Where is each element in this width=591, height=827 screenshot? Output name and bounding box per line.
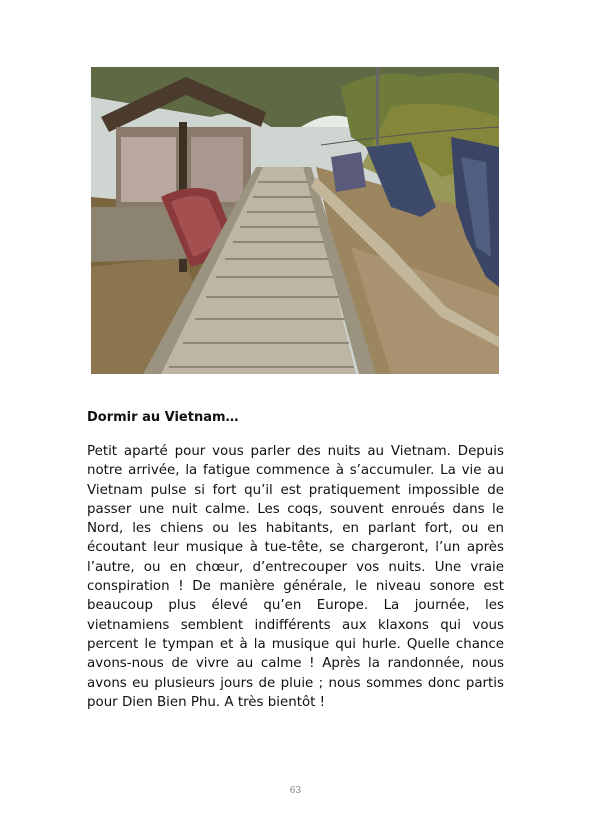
section-body: Petit aparté pour vous parler des nuits au Vietnam. Depuis notre arrivée, la fatigue commence à s’accumuler. La vie au Vietnam pulse si fort qu’il est pratiquement impossible de passer une nuit calme. Les coqs, souvent enroués dans le Nord, les chiens ou les habitants, en parlant fort, ou en écoutant leur musique à tue-tête, se chargeront, l’un après l’autre, ou en chœur, d’entrecouper vos nuits. Une vraie conspiration ! De manière générale, le niveau sonore est beaucoup plus élevé qu’en Europe. La journée, les vietnamiens semblent indifférents aux klaxons qui vous percent le tympan et à la musique qui hurle. Quelle chance avons-nous de vivre au calme ! Après la randonnée, nous avons eu plusieurs jours de pluie ; nous sommes donc partis pour Dien Bien Phu. A très bientôt !	[87, 444, 504, 710]
stairway-photo	[91, 67, 499, 374]
page-number: 63	[289, 786, 302, 796]
section-title: Dormir au Vietnam…	[87, 410, 239, 425]
